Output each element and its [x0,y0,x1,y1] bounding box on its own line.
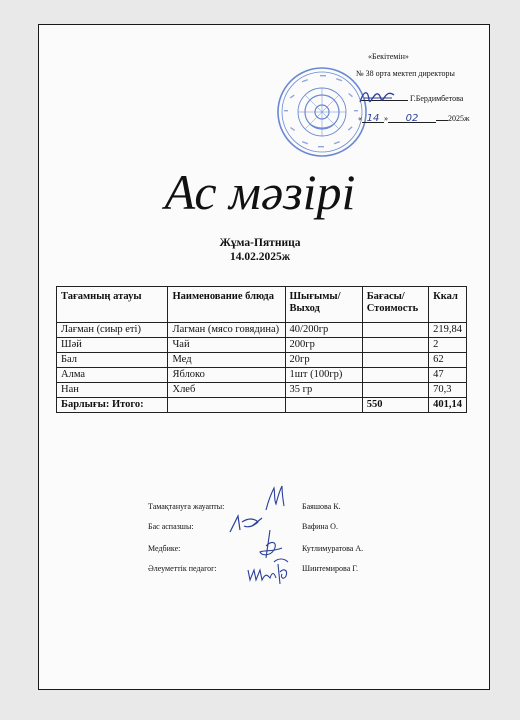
signature-role: Медбике: [148,544,181,553]
menu-day: Жұма-Пятница [219,237,301,249]
approval-year: 2025ж [448,114,470,123]
table-cell: Шәй [57,338,168,353]
table-cell [362,323,428,338]
signature-row [148,544,448,556]
signature-row [148,522,448,534]
signature-row [148,502,448,514]
table-cell: 47 [429,368,467,383]
table-cell: 40/200гр [285,323,362,338]
approval-month: 02 [405,113,419,124]
menu-subtitle [0,236,520,264]
header-kcal: Ккал [429,287,467,323]
table-cell: 20гр [285,353,362,368]
table-cell [285,398,362,413]
table-cell: Лагман (мясо говядина) [168,323,285,338]
table-cell: 200гр [285,338,362,353]
table-cell [362,368,428,383]
header-name-kz: Тағамның атауы [57,287,168,323]
director-name: Г.Бердимбетова [410,94,464,103]
table-cell [362,338,428,353]
total-price: 550 [362,398,428,413]
signature-role: Тамақтануға жауапты: [148,502,225,511]
table-cell: Хлеб [168,383,285,398]
table-cell: 1шт (100гр) [285,368,362,383]
table-cell [362,383,428,398]
table-cell: Алма [57,368,168,383]
total-kcal: 401,14 [429,398,467,413]
official-stamp-icon [276,66,368,158]
approval-title: «Бекітемін» [368,52,409,61]
signature-name: Вафина О. [302,522,338,531]
header-name-ru: Наименование блюда [168,287,285,323]
table-cell [362,353,428,368]
table-row [57,368,467,383]
table-cell: Нан [57,383,168,398]
header-output: Шығымы/ Выход [285,287,362,323]
signature-scribble-icon [262,484,292,512]
table-cell: 62 [429,353,467,368]
director-signature-icon [358,86,398,108]
table-cell: Бал [57,353,168,368]
signature-name: Кутлимуратова А. [302,544,364,553]
total-label: Барлығы: Итого: [57,398,168,413]
table-row [57,323,467,338]
signature-scribble-icon [244,556,296,586]
approval-date: « 14 » 02 2025ж [358,113,470,124]
signature-name: Шинтемирова Г. [302,564,358,573]
table-cell: 2 [429,338,467,353]
signature-role: Әлеуметтік педагог: [148,564,217,573]
table-cell: 35 гр [285,383,362,398]
table-row [57,338,467,353]
approval-position: № 38 орта мектеп директоры [356,69,455,78]
menu-date: 14.02.2025ж [229,251,291,263]
menu-table [56,286,467,413]
signature-role: Бас аспазшы: [148,522,194,531]
table-cell [168,398,285,413]
signature-row [148,564,448,576]
table-cell: 219,84 [429,323,467,338]
table-cell: Мед [168,353,285,368]
table-header-row [57,287,467,323]
table-row [57,383,467,398]
table-total-row [57,398,467,413]
table-cell: 70,3 [429,383,467,398]
table-cell: Яблоко [168,368,285,383]
signature-name: Баяшова К. [302,502,341,511]
menu-title: Ас мәзірі [164,164,356,220]
header-price: Бағасы/ Стоимость [362,287,428,323]
table-cell: Лағман (сиыр еті) [57,323,168,338]
table-cell: Чай [168,338,285,353]
approval-day: 14 [366,113,380,124]
table-row [57,353,467,368]
